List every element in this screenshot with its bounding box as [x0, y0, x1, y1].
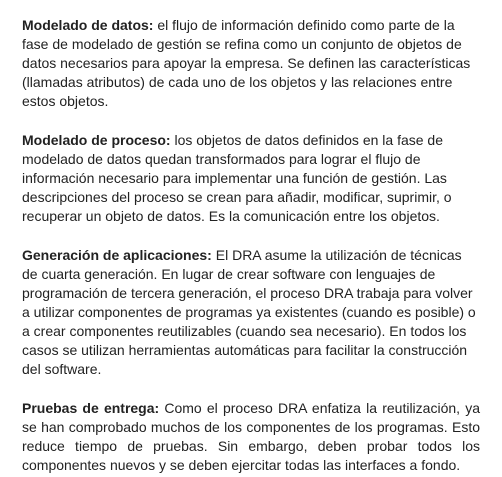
section-term: Modelado de datos:	[22, 17, 154, 33]
section-modelado-de-datos	[22, 16, 480, 111]
section-text: El DRA asume la utilización de técnicas de cuarta generación. En lugar de crear software con lenguajes de programación de tercera generación, el proceso DRA trabaja para volver a utilizar componentes de programas ya existentes (cuando es posible) o a crear componentes reutilizables (cuando sea necesario). En todos los casos se utilizan herramientas automáticas para facilitar la construcción del software.	[22, 247, 476, 377]
section-term: Pruebas de entrega:	[22, 400, 160, 416]
section-modelado-de-proceso	[22, 131, 480, 226]
section-text: los objetos de datos definidos en la fase de modelado de datos quedan transformados para lograr el flujo de información necesario para implementar una función de gestión. Las descripciones del proceso se crean para añadir, modificar, suprimir, o recuperar un objeto de datos. Es la comunicación entre los objetos.	[22, 132, 452, 224]
section-generacion-de-aplicaciones	[22, 246, 480, 379]
section-text: Como el proceso DRA enfatiza la reutilización, ya se han comprobado muchos de los componentes de los programas. Esto reduce tiempo de pruebas. Sin embargo, deben probar todos los componentes nuevos y se deben ejercitar todas las interfaces a fondo.	[22, 400, 480, 473]
section-term: Generación de aplicaciones:	[22, 247, 212, 263]
section-text: el flujo de información definido como parte de la fase de modelado de gestión se refina como un conjunto de objetos de datos necesarios para apoyar la empresa. Se definen las características (llamadas atributos) de cada uno de los objetos y las relaciones entre estos objetos.	[22, 17, 471, 109]
section-term: Modelado de proceso:	[22, 132, 171, 148]
section-pruebas-de-entrega	[22, 399, 480, 475]
